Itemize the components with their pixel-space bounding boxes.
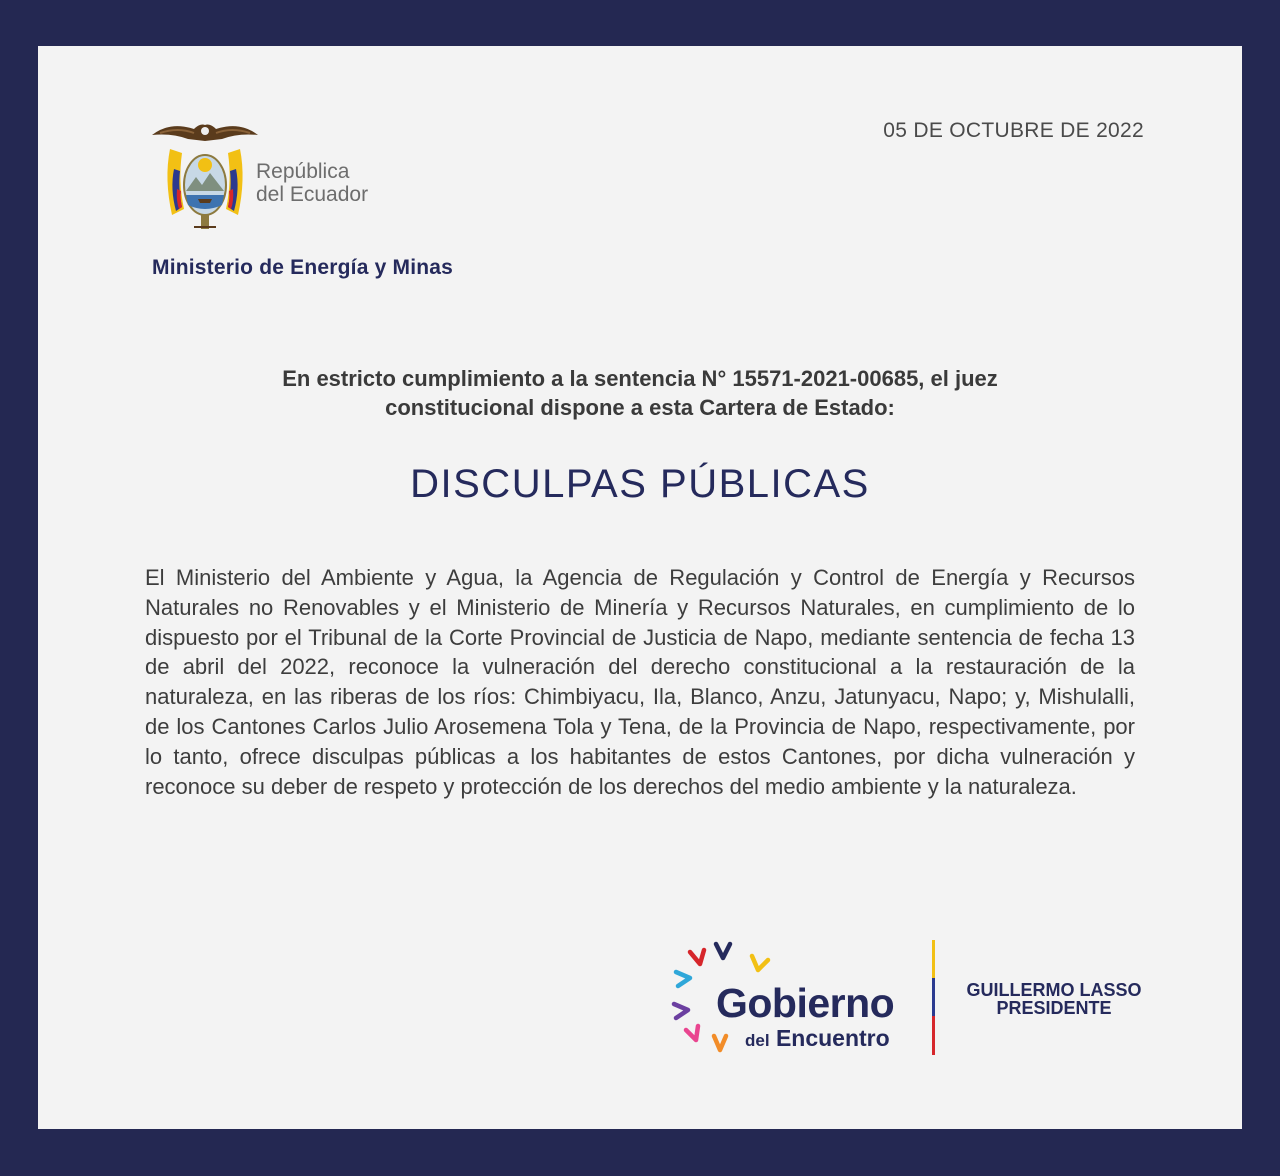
document-date: 05 DE OCTUBRE DE 2022 (883, 119, 1144, 142)
gobierno-logo-subtitle (745, 1025, 890, 1054)
intro-line2: constitucional dispone a esta Cartera de Estado: (385, 395, 895, 420)
ecuador-coat-of-arms-icon (150, 119, 260, 233)
gobierno-logo-title: Gobierno (716, 980, 895, 1026)
page-title: DISCULPAS PÚBLICAS (410, 462, 870, 506)
intro-line1: En estricto cumplimiento a la sentencia N° 15571-2021-00685, el juez (282, 366, 998, 391)
president-title: PRESIDENTE (996, 998, 1112, 1018)
gobierno-logo-encuentro: Encuentro (775, 1025, 890, 1051)
republic-label-line2: del Ecuador (256, 183, 369, 206)
republic-label-line1: República (256, 160, 350, 183)
republic-label (256, 160, 368, 206)
president-name: GUILLERMO LASSO (966, 980, 1142, 1000)
intro-text (150, 364, 1130, 422)
ministry-name: Ministerio de Energía y Minas (152, 256, 454, 279)
gobierno-logo-del: del (745, 1031, 770, 1050)
body-paragraph: El Ministerio del Ambiente y Agua, la Agencia de Regulación y Control de Energía y Recursos Naturales no Renovables y el Ministerio de Minería y Recursos Naturales, en cumplimiento de lo dispuesto por el Tribunal de la Corte Provincial de Justicia de Napo, mediante sentencia de fecha 13 de abril del 2022, reconoce la vulneración del derecho constitucional a la restauración de la naturaleza, en las riberas de los ríos: Chimbiyacu, Ila, Blanco, Anzu, Jatunyacu, Napo; y, Mishulalli, de los Cantones Carlos Julio Arosemena Tola y Tena, de la Provincia de Napo, respectivamente, por lo tanto, ofrece disculpas públicas a los habitantes de estos Cantones, por dicha vulneración y reconoce su deber de respeto y protección de los derechos del medio ambiente y la naturaleza. (145, 565, 1135, 799)
flag-divider (932, 940, 935, 1055)
